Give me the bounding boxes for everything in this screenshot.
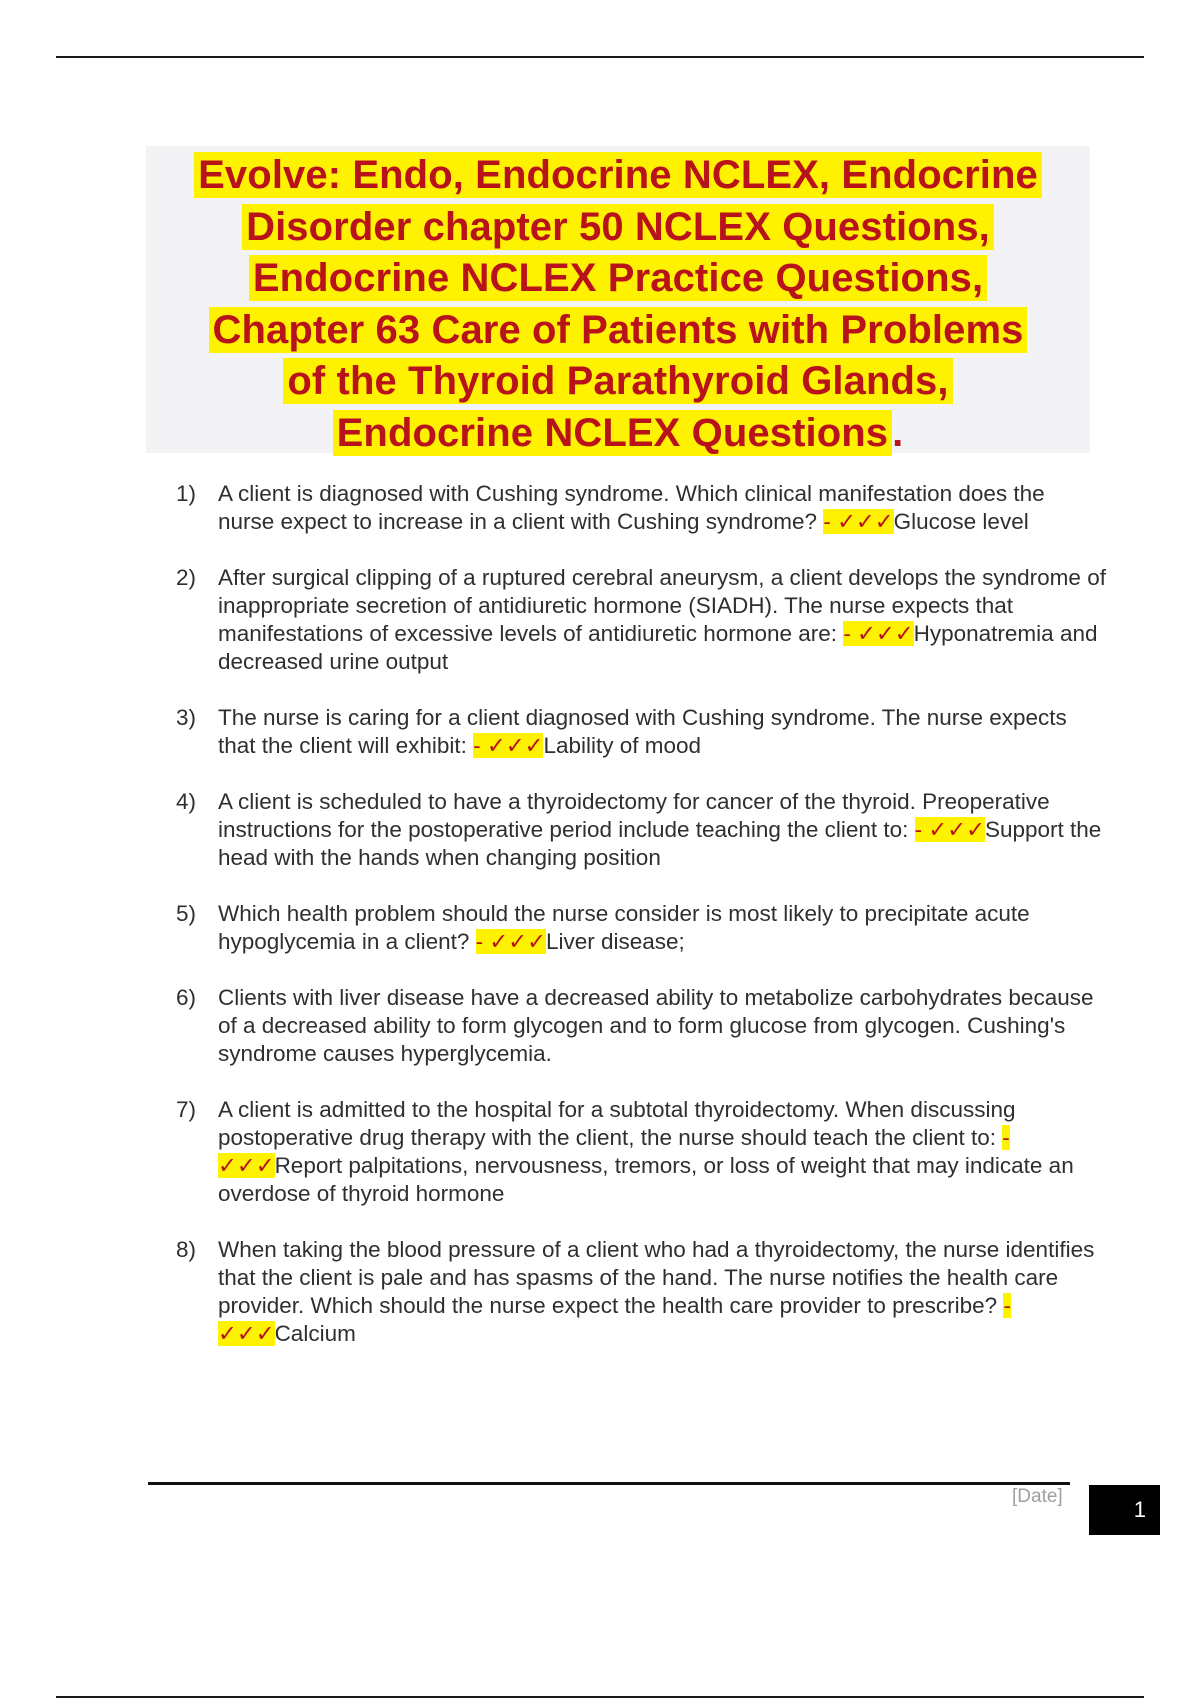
answer-check-marker: - ✓✓✓ <box>823 509 894 534</box>
question-prompt: A client is admitted to the hospital for a subtotal thyroidectomy. When discussing postoperative drug therapy with the client, the nurse should teach the client to: <box>218 1097 1016 1150</box>
question-item <box>176 1236 1106 1348</box>
question-item <box>176 900 1106 956</box>
title-line: Endocrine NCLEX Questions <box>333 410 892 456</box>
title-line: Chapter 63 Care of Patients with Problems <box>209 307 1028 353</box>
footer-date-placeholder: [Date] <box>1012 1486 1063 1507</box>
question-item <box>176 480 1106 536</box>
question-item <box>176 704 1106 760</box>
question-item <box>176 1096 1106 1208</box>
title-line: Endocrine NCLEX Practice Questions, <box>249 255 987 301</box>
question-number: 3) <box>176 705 197 730</box>
answer-check-marker: - ✓✓✓ <box>218 1293 1011 1346</box>
page-number-box <box>1089 1485 1160 1535</box>
question-text <box>218 900 1106 956</box>
footer-rule <box>148 1482 1070 1485</box>
question-number: 2) <box>176 565 197 590</box>
question-prompt: The nurse is caring for a client diagnosed with Cushing syndrome. The nurse expects that the client will exhibit: <box>218 705 1067 758</box>
answer-check-marker: - ✓✓✓ <box>475 929 546 954</box>
question-number: 8) <box>176 1237 197 1262</box>
answer-text: Calcium <box>274 1321 356 1346</box>
answer-check-marker: - ✓✓✓ <box>218 1125 1010 1178</box>
answer-text: Support the head with the hands when changing position <box>218 817 1102 870</box>
question-prompt: After surgical clipping of a ruptured cerebral aneurysm, a client develops the syndrome of inappropriate secretion of antidiuretic hormone (SIADH). The nurse expects that manifestations of excessive levels of antidiuretic hormone are: <box>218 565 1106 646</box>
answer-text: Glucose level <box>893 509 1029 534</box>
question-list <box>176 480 1106 1376</box>
question-text <box>218 564 1106 676</box>
question-text <box>218 984 1106 1068</box>
title-line: Disorder chapter 50 NCLEX Questions, <box>242 204 994 250</box>
answer-check-marker: - ✓✓✓ <box>843 621 914 646</box>
question-prompt: Clients with liver disease have a decreased ability to metabolize carbohydrates because of a decreased ability to form glycogen and to form glucose from glycogen. Cushing's syndrome causes hyperglycemia. <box>218 985 1094 1066</box>
question-item <box>176 984 1106 1068</box>
question-text <box>218 480 1106 536</box>
question-prompt: A client is diagnosed with Cushing syndrome. Which clinical manifestation does the nurse expect to increase in a client with Cushing syndrome? <box>218 481 1045 534</box>
question-prompt: A client is scheduled to have a thyroidectomy for cancer of the thyroid. Preoperative instructions for the postoperative period include teaching the client to: <box>218 789 1050 842</box>
question-number: 6) <box>176 985 197 1010</box>
question-number: 1) <box>176 481 197 506</box>
question-text <box>218 704 1106 760</box>
question-prompt: Which health problem should the nurse consider is most likely to precipitate acute hypoglycemia in a client? <box>218 901 1030 954</box>
bottom-rule <box>56 1696 1144 1698</box>
question-item <box>176 564 1106 676</box>
answer-check-marker: - ✓✓✓ <box>914 817 985 842</box>
question-number: 7) <box>176 1097 197 1122</box>
question-item <box>176 788 1106 872</box>
answer-check-marker: - ✓✓✓ <box>473 733 544 758</box>
answer-text: Lability of mood <box>543 733 702 758</box>
answer-text: Report palpitations, nervousness, tremors, or loss of weight that may indicate an overdose of thyroid hormone <box>218 1153 1074 1206</box>
title-line: Evolve: Endo, Endocrine NCLEX, Endocrine <box>194 152 1042 198</box>
question-number: 5) <box>176 901 197 926</box>
title-line: of the Thyroid Parathyroid Glands, <box>283 358 952 404</box>
title-box <box>146 146 1090 453</box>
answer-text: Liver disease; <box>545 929 685 954</box>
top-rule <box>56 56 1144 58</box>
page-number: 1 <box>1133 1497 1146 1522</box>
question-number: 4) <box>176 789 197 814</box>
title-period: . <box>892 410 904 455</box>
answer-text: Hyponatremia and decreased urine output <box>218 621 1098 674</box>
question-text <box>218 1236 1106 1348</box>
question-text <box>218 1096 1106 1208</box>
question-prompt: When taking the blood pressure of a client who had a thyroidectomy, the nurse identifies that the client is pale and has spasms of the hand. The nurse notifies the health care provider. Which should the nurse expect the health care provider to prescribe? <box>218 1237 1095 1318</box>
question-text <box>218 788 1106 872</box>
document-title <box>146 150 1090 459</box>
